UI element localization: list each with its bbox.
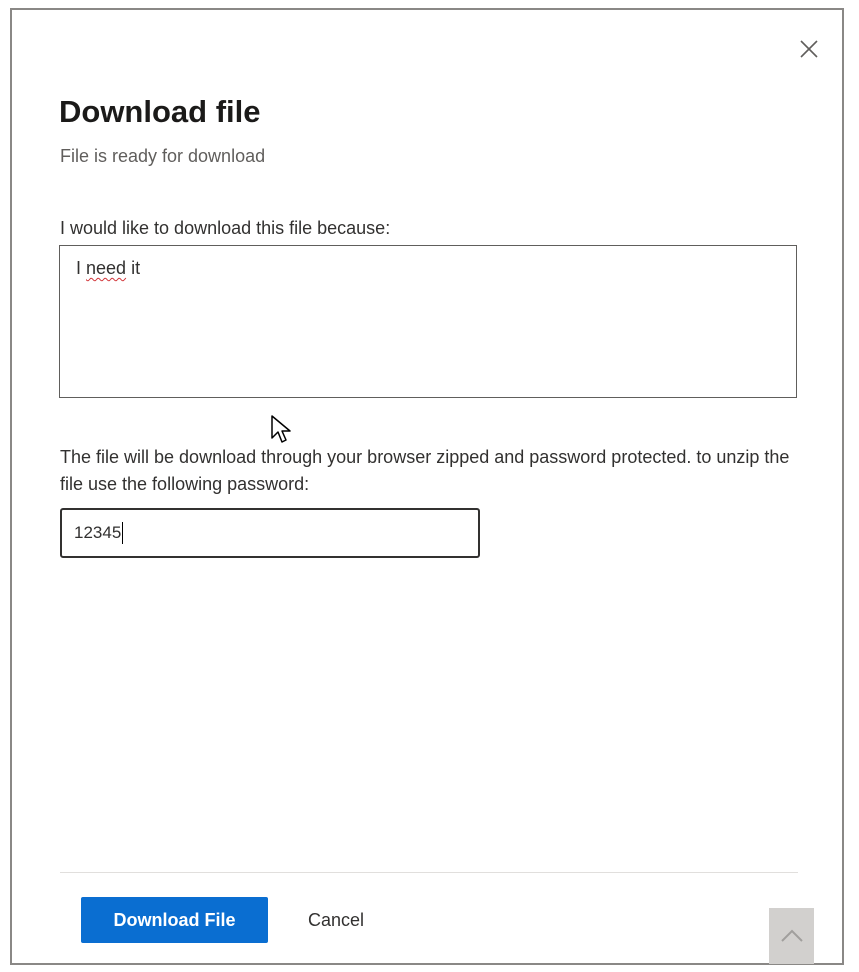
download-file-button[interactable]: Download File xyxy=(81,897,268,943)
dialog-title: Download file xyxy=(59,94,261,129)
reason-text xyxy=(76,258,140,278)
password-value: 12345 xyxy=(74,523,122,542)
mouse-pointer-icon xyxy=(270,414,294,446)
dialog-subtitle: File is ready for download xyxy=(60,146,266,166)
reason-text-start: I xyxy=(76,258,87,278)
download-file-dialog xyxy=(10,8,844,965)
password-info-text: The file will be download through your browser zipped and password protected. to unzip the file use the following password: xyxy=(60,447,790,494)
reason-text-end: it xyxy=(126,258,141,278)
close-button[interactable] xyxy=(796,36,822,62)
text-caret xyxy=(122,522,123,544)
reason-label: I would like to download this file because: xyxy=(60,218,391,238)
password-field[interactable] xyxy=(60,508,480,558)
reason-textarea[interactable] xyxy=(59,245,797,398)
misspelled-word: need xyxy=(86,258,127,278)
chevron-up-icon xyxy=(781,929,803,943)
cancel-button[interactable]: Cancel xyxy=(307,909,365,930)
scroll-to-top-button[interactable] xyxy=(769,908,814,964)
footer-divider xyxy=(60,872,798,873)
close-icon xyxy=(800,40,818,58)
